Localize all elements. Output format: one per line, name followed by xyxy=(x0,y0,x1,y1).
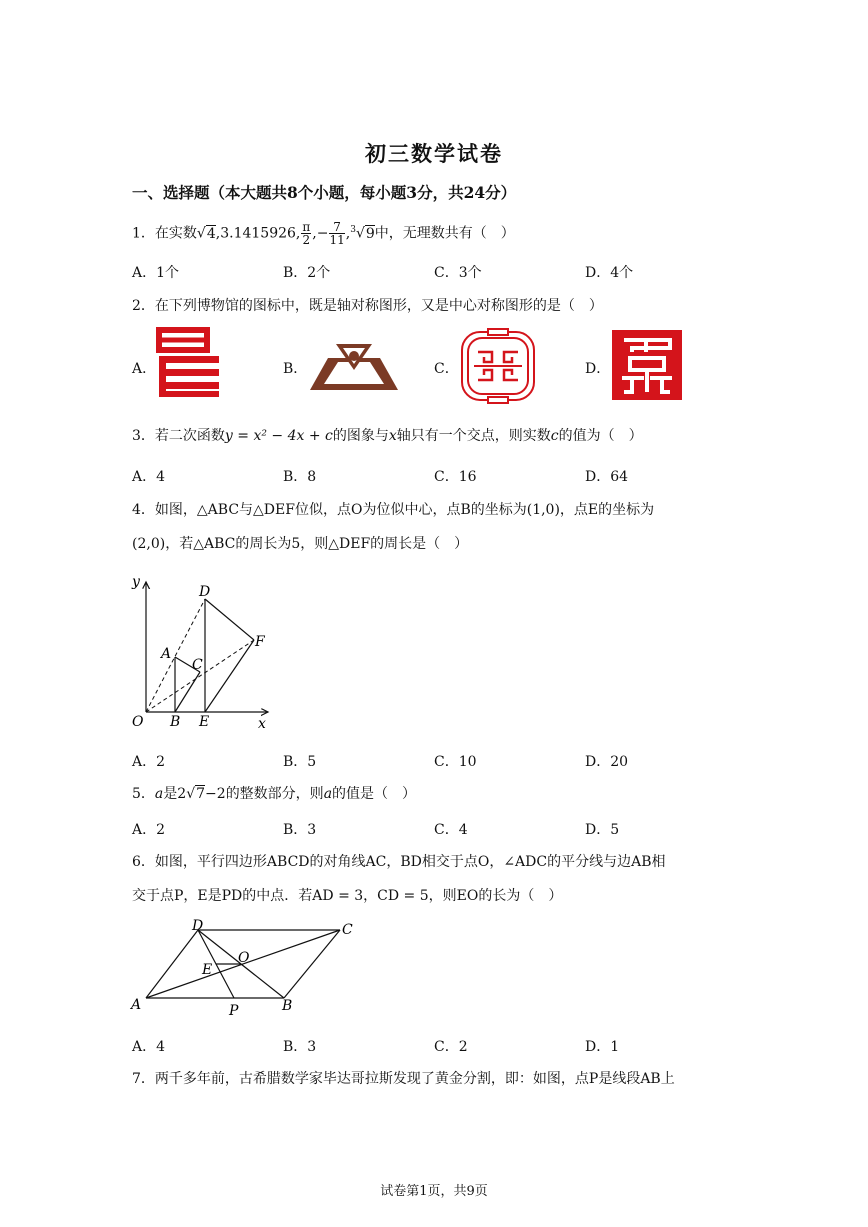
q4-label-d: D xyxy=(199,584,211,600)
page-title: 初三数学试卷 xyxy=(365,141,503,166)
q6-label-a: A xyxy=(131,997,142,1013)
q2-option-b-label[interactable]: B． xyxy=(283,361,308,377)
q1-sqrt4: 4 xyxy=(206,225,216,242)
q4-label-f: F xyxy=(255,634,265,650)
q3-option-a[interactable]: A．4 xyxy=(132,469,166,485)
q1-option-c[interactable]: C．3个 xyxy=(434,265,482,281)
q6-option-c[interactable]: C．2 xyxy=(434,1039,468,1055)
question-6-line-1: 6．如图，平行四边形ABCD的对角线AC，BD相交于点O，∠ADC的平分线与边AB相 xyxy=(132,854,666,870)
q3-option-c[interactable]: C．16 xyxy=(434,469,477,485)
q4-option-d[interactable]: D．20 xyxy=(585,754,629,770)
q4-label-x: x xyxy=(258,716,266,732)
q6-label-d: D xyxy=(192,918,204,934)
q4-label-a: A xyxy=(161,646,172,662)
page-footer: 试卷第1页，共9页 xyxy=(380,1184,488,1199)
q4-label-o: O xyxy=(132,714,144,730)
q6-option-a[interactable]: A．4 xyxy=(132,1039,166,1055)
q4-option-b[interactable]: B．5 xyxy=(283,754,317,770)
q4-label-c: C xyxy=(192,657,203,673)
q4-option-c[interactable]: C．10 xyxy=(434,754,477,770)
question-4-line-2: (2,0)，若△ABC的周长为5，则△DEF的周长是（ ） xyxy=(132,536,469,552)
q1-decimal: 3.1415926, xyxy=(220,225,301,242)
q5-option-a[interactable]: A．2 xyxy=(132,822,166,838)
q4-figure xyxy=(128,572,278,732)
q2-option-d-label[interactable]: D． xyxy=(585,361,611,377)
q1-cbrt-index: 3 xyxy=(350,225,356,235)
museum-logo-a-icon[interactable] xyxy=(155,328,223,400)
question-7: 7．两千多年前，古希腊数学家毕达哥拉斯发现了黄金分割，即：如图，点P是线段AB上 xyxy=(132,1071,675,1087)
q6-option-d[interactable]: D．1 xyxy=(585,1039,620,1055)
q4-label-y: y xyxy=(132,574,140,590)
q6-label-o: O xyxy=(238,950,250,966)
museum-logo-d-icon[interactable] xyxy=(612,330,684,402)
q3-option-b[interactable]: B．8 xyxy=(283,469,317,485)
q3-option-d[interactable]: D．64 xyxy=(585,469,629,485)
question-6-line-2: 交于点P，E是PD的中点．若AD = 3，CD = 5，则EO的长为（ ） xyxy=(132,888,563,904)
museum-logo-c-icon[interactable] xyxy=(458,328,538,404)
question-2: 2．在下列博物馆的图标中，既是轴对称图形，又是中心对称图形的是（ ） xyxy=(132,298,603,314)
q1-suffix: 中，无理数共有（ ） xyxy=(374,225,515,242)
q5-option-b[interactable]: B．3 xyxy=(283,822,317,838)
q1-pi-fraction: $\frac{\pi}{2}$ xyxy=(302,220,311,248)
question-3: 3．若二次函数y = x² − 4x + c的图象与x轴只有一个交点，则实数c的值为（ ） xyxy=(132,428,643,444)
question-5: 5．a是2√7−2的整数部分，则a的值是（ ） xyxy=(132,786,417,802)
q2-option-a-label[interactable]: A． xyxy=(132,361,157,377)
q4-option-a[interactable]: A．2 xyxy=(132,754,166,770)
q6-label-b: B xyxy=(282,998,293,1014)
q1-cbrt-radicand: 9 xyxy=(365,225,375,242)
q6-option-b[interactable]: B．3 xyxy=(283,1039,317,1055)
q1-option-b[interactable]: B．2个 xyxy=(283,265,331,281)
q5-option-d[interactable]: D．5 xyxy=(585,822,620,838)
q6-figure xyxy=(128,918,368,1022)
q1-prefix: 1．在实数 xyxy=(132,225,197,242)
q1-fraction: $\frac{7}{11}$ xyxy=(329,220,345,248)
q2-option-c-label[interactable]: C． xyxy=(434,361,459,377)
q5-option-c[interactable]: C．4 xyxy=(434,822,468,838)
q4-label-b: B xyxy=(170,714,181,730)
q5-expression: 2√7−2 xyxy=(177,786,226,802)
q6-label-e: E xyxy=(202,962,213,978)
q6-label-c: C xyxy=(342,922,353,938)
q6-label-p: P xyxy=(229,1003,239,1019)
q1-option-a[interactable]: A．1个 xyxy=(132,265,180,281)
q4-label-e: E xyxy=(199,714,210,730)
question-1: 1．在实数√4,3.1415926, $\frac{\pi}{2}$ ,− $\frac{7}{11}$ ,$^3$√9中，无理数共有（ ） xyxy=(132,220,515,248)
question-4-line-1: 4．如图，△ABC与△DEF位似，点O为位似中心，点B的坐标为(1,0)，点E的坐标为 xyxy=(132,502,655,518)
section-heading: 一、选择题（本大题共8个小题，每小题3分，共24分） xyxy=(132,183,517,202)
q1-option-d[interactable]: D．4个 xyxy=(585,265,634,281)
museum-logo-b-icon[interactable] xyxy=(308,340,400,392)
q3-function-expression: y = x² − 4x + c xyxy=(224,428,333,444)
